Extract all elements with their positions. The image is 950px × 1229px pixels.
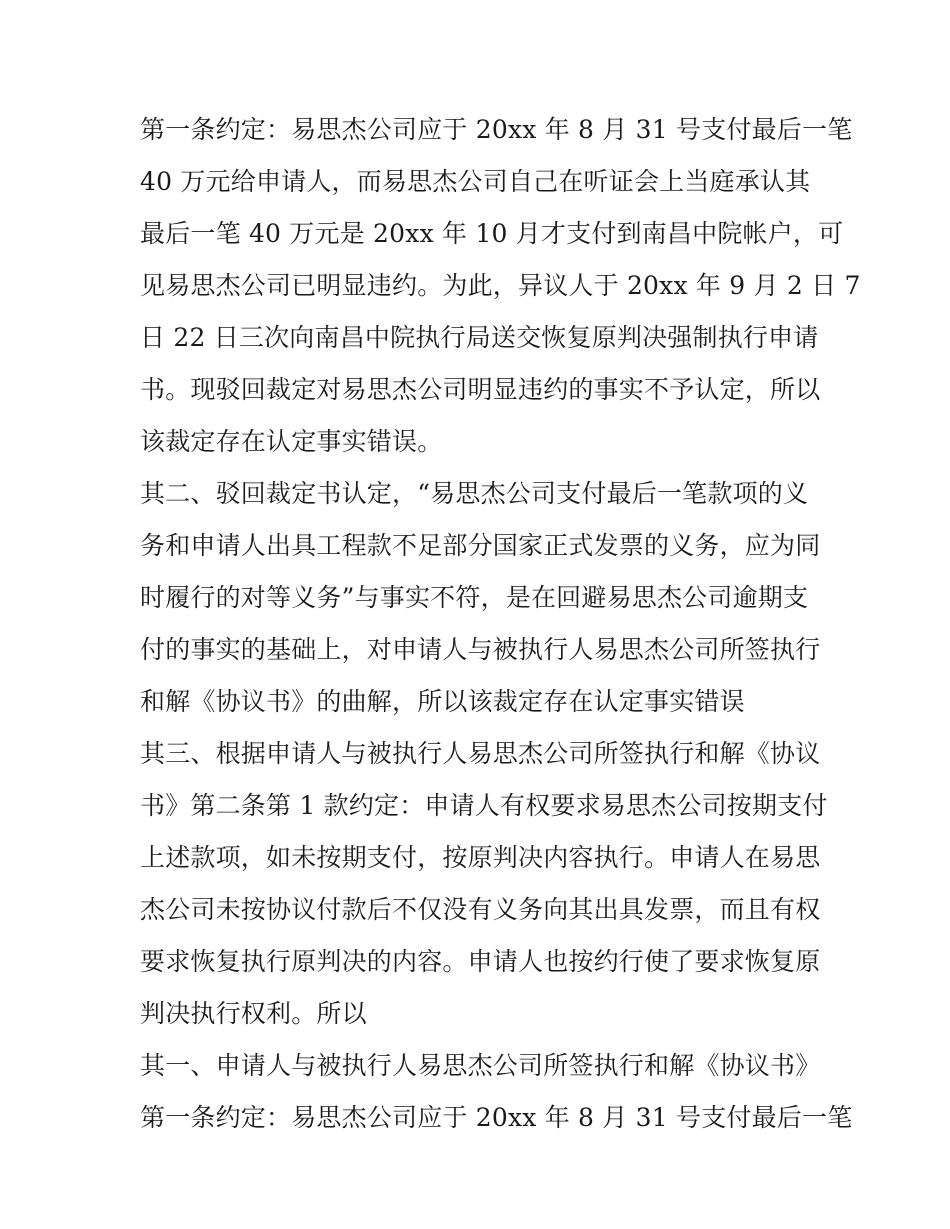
text-line: 该裁定存在认定事实错误。 [140,427,443,456]
text-line: 40 万元给申请人，而易思杰公司自己在听证会上当庭承认其 [140,167,811,196]
text-line: 最后一笔 40 万元是 20xx 年 10 月才支付到南昌中院帐户，可 [140,219,844,248]
text-line: 日 22 日三次向南昌中院执行局送交恢复原判决强制执行申请 [140,323,819,352]
text-line: 第一条约定：易思杰公司应于 20xx 年 8 月 31 号支付最后一笔 [140,1103,853,1132]
text-line: 其二、驳回裁定书认定，“易思杰公司支付最后一笔款项的义 [140,479,809,508]
text-line: 第一条约定：易思杰公司应于 20xx 年 8 月 31 号支付最后一笔 [140,115,853,144]
text-line: 付的事实的基础上，对申请人与被执行人易思杰公司所签执行 [140,635,821,664]
document-body [140,104,861,1144]
text-line: 杰公司未按协议付款后不仅没有义务向其出具发票，而且有权 [140,895,821,924]
text-line: 上述款项，如未按期支付，按原判决内容执行。申请人在易思 [140,843,821,872]
text-line: 时履行的对等义务”与事实不符，是在回避易思杰公司逾期支 [140,583,809,612]
text-line: 其一、申请人与被执行人易思杰公司所签执行和解《协议书》 [140,1051,821,1080]
text-line: 见易思杰公司已明显违约。为此，异议人于 20xx 年 9 月 2 日 7 [140,271,861,300]
text-line: 书》第二条第 1 款约定：申请人有权要求易思杰公司按期支付 [140,791,828,820]
text-line: 要求恢复执行原判决的内容。申请人也按约行使了要求恢复原 [140,947,821,976]
text-line: 判决执行权利。所以 [140,999,367,1028]
text-line: 务和申请人出具工程款不足部分国家正式发票的义务，应为同 [140,531,821,560]
text-line: 书。现驳回裁定对易思杰公司明显违约的事实不予认定，所以 [140,375,821,404]
text-line: 和解《协议书》的曲解，所以该裁定存在认定事实错误 [140,687,745,716]
text-line: 其三、根据申请人与被执行人易思杰公司所签执行和解《协议 [140,739,821,768]
